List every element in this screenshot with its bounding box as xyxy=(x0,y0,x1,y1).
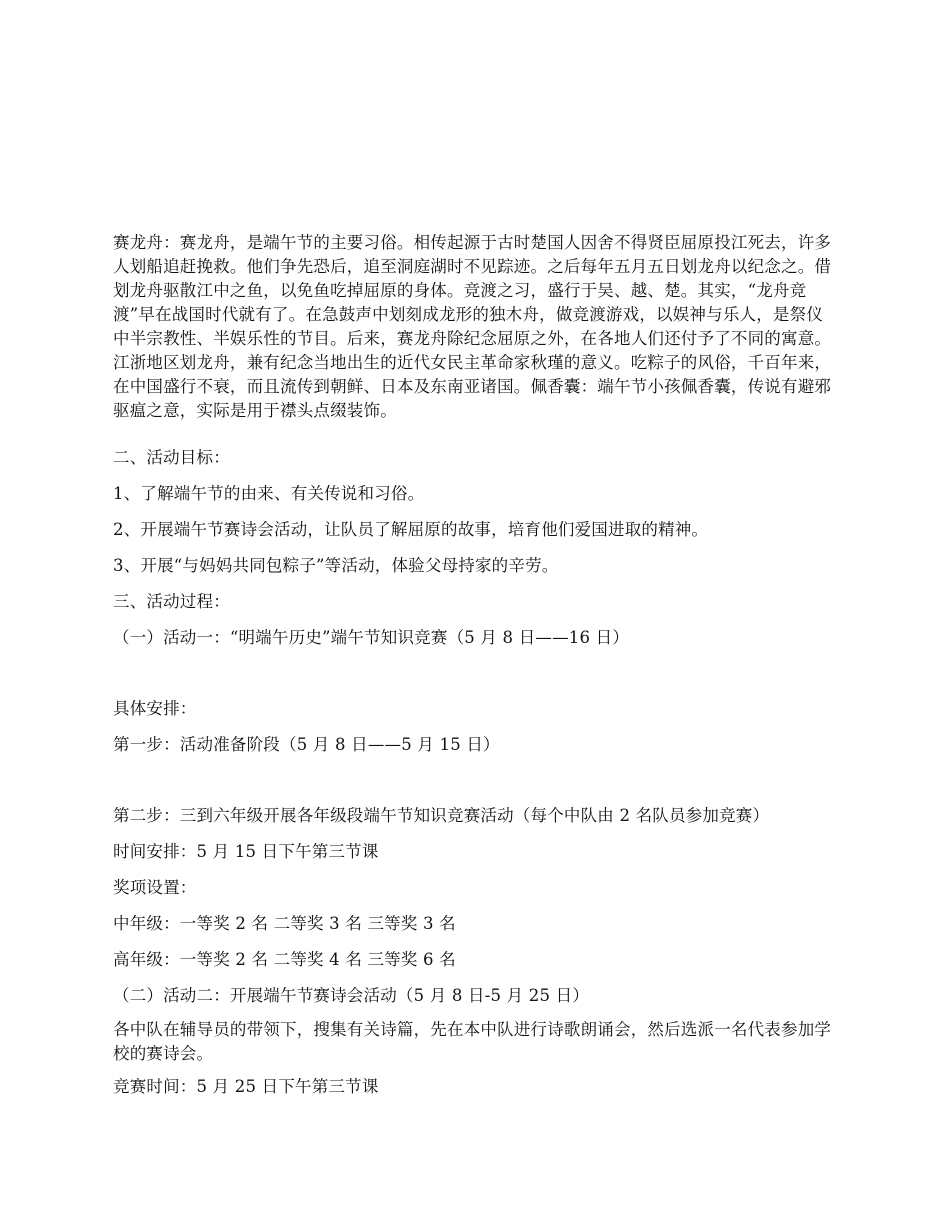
arrangement-label: 具体安排： xyxy=(113,699,197,718)
step-2: 第二步：三到六年级开展各年级段端午节知识竞赛活动（每个中队由 2 名队员参加竞赛） xyxy=(113,806,770,825)
time-arrangement: 时间安排：5 月 15 日下午第三节课 xyxy=(113,842,379,861)
awards-middle-grade: 中年级：一等奖 2 名 二等奖 3 名 三等奖 3 名 xyxy=(113,914,456,933)
intro-paragraph: 赛龙舟：赛龙舟，是端午节的主要习俗。相传起源于古时楚国人因舍不得贤臣屈原投江死去，许多人划船追赶挽救。他们争先恐后，追至洞庭湖时不见踪迹。之后每年五月五日划龙舟以纪念之。借划龙舟驱散江中之鱼，以免鱼吃掉屈原的身体。竞渡之习，盛行于吴、越、楚。其实，“龙舟竞渡”早在战国时代就有了。在急鼓声中划刻成龙形的独木舟，做竞渡游戏，以娱神与乐人，是祭仪中半宗教性、半娱乐性的节目。后来，赛龙舟除纪念屈原之外，在各地人们还付予了不同的寓意。江浙地区划龙舟，兼有纪念当地出生的近代女民主革命家秋瑾的意义。吃粽子的风俗，千百年来，在中国盛行不衰，而且流传到朝鲜、日本及东南亚诸国。佩香囊：端午节小孩佩香囊，传说有避邪驱瘟之意，实际是用于襟头点缀装饰。 xyxy=(113,233,832,420)
goal-item-2: 2、开展端午节赛诗会活动，让队员了解屈原的故事，培育他们爱国进取的精神。 xyxy=(113,520,709,539)
section-heading-goals: 二、活动目标： xyxy=(113,448,230,467)
competition-time: 竞赛时间：5 月 25 日下午第三节课 xyxy=(113,1077,379,1096)
goal-item-3: 3、开展“与妈妈共同包粽子”等活动，体验父母持家的辛劳。 xyxy=(113,556,559,575)
activity-2-heading: （二）活动二：开展端午节赛诗会活动（5 月 8 日-5 月 25 日） xyxy=(113,986,590,1005)
activity-1-heading: （一）活动一：“明端午历史”端午节知识竞赛（5 月 8 日——16 日） xyxy=(113,628,630,647)
goal-item-1: 1、了解端午节的由来、有关传说和习俗。 xyxy=(113,484,425,503)
activity-2-body: 各中队在辅导员的带领下，搜集有关诗篇，先在本中队进行诗歌朗诵会，然后选派一名代表参加学校的赛诗会。 xyxy=(113,1020,832,1063)
section-heading-process: 三、活动过程： xyxy=(113,592,230,611)
step-1: 第一步：活动准备阶段（5 月 8 日——5 月 15 日） xyxy=(113,735,500,754)
awards-high-grade: 高年级：一等奖 2 名 二等奖 4 名 三等奖 6 名 xyxy=(113,950,456,969)
awards-label: 奖项设置： xyxy=(113,878,197,897)
